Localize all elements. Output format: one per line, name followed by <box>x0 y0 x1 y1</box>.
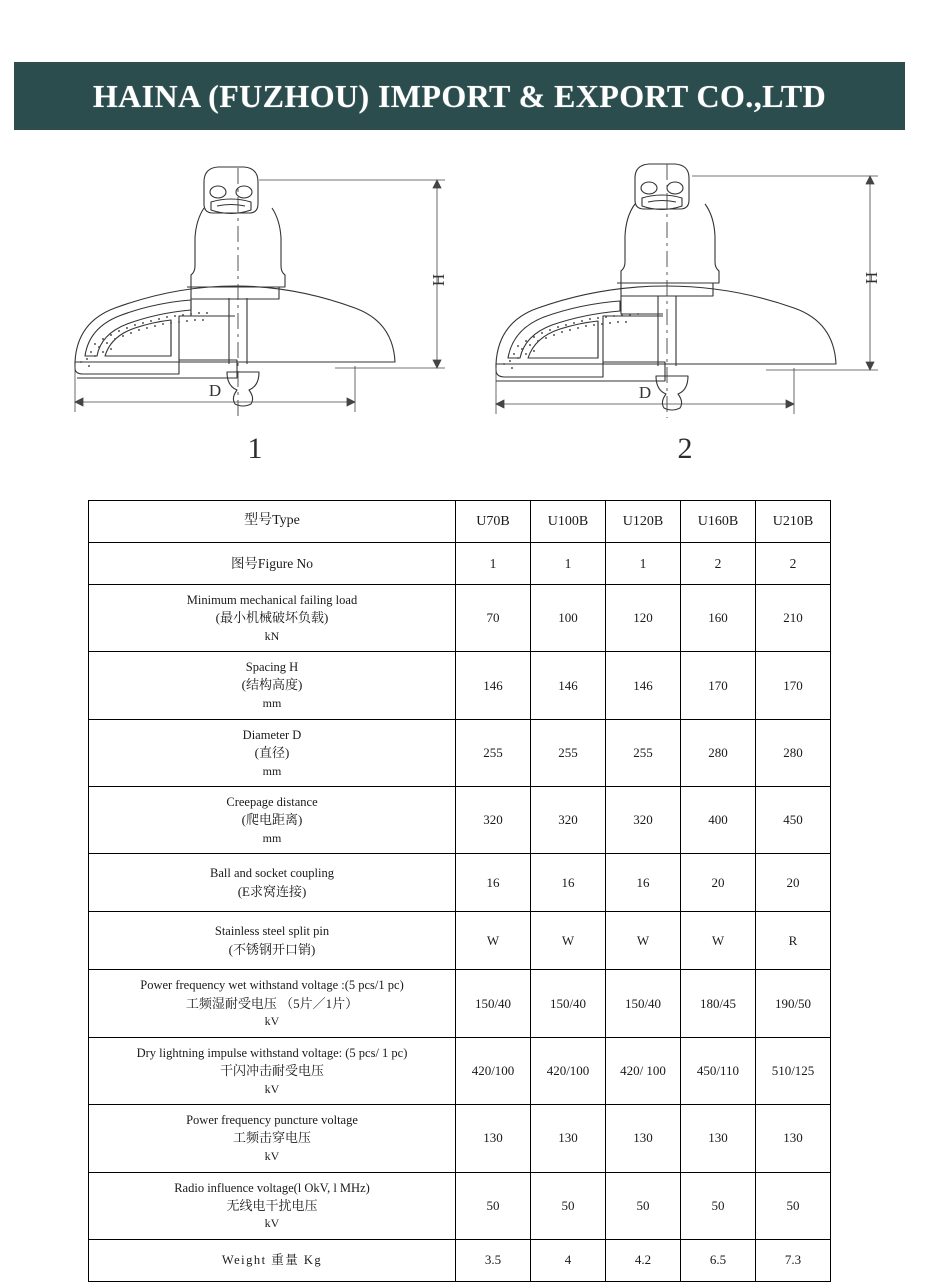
row-label-unit: kV <box>264 1216 280 1231</box>
row-value: 190/50 <box>756 970 831 1037</box>
row-value: 7.3 <box>756 1239 831 1281</box>
row-value: 150/40 <box>531 970 606 1037</box>
row-value: 120 <box>606 585 681 652</box>
row-value: 146 <box>606 652 681 719</box>
table-row-figure-no <box>89 543 831 585</box>
row-label-line: Minimum mechanical failing load <box>186 593 358 607</box>
row-value: 146 <box>456 652 531 719</box>
row-label <box>89 719 456 786</box>
row-value: 50 <box>531 1172 606 1239</box>
row-label <box>89 1172 456 1239</box>
row-value: 3.5 <box>456 1239 531 1281</box>
row-value: 20 <box>756 854 831 912</box>
row-value: 50 <box>456 1172 531 1239</box>
row-value: 255 <box>606 719 681 786</box>
figure-1-texture <box>80 312 208 367</box>
row-value: 420/100 <box>531 1037 606 1104</box>
row-label <box>89 787 456 854</box>
row-label-line: (E求窝连接) <box>237 883 307 899</box>
table-row-stainless-steel-split-pin <box>89 912 831 970</box>
row-label <box>89 912 456 970</box>
row-label-unit: mm <box>262 831 282 846</box>
row-value: 320 <box>456 787 531 854</box>
table-row-min-mechanical-failing-load <box>89 585 831 652</box>
specification-table <box>88 500 831 1282</box>
row-label <box>89 652 456 719</box>
row-label-line: Diameter D <box>242 727 302 742</box>
row-label-line: 无线电干扰电压 <box>226 1197 318 1213</box>
row-value: R <box>756 912 831 970</box>
figure-2 <box>470 140 900 490</box>
row-value: 16 <box>531 854 606 912</box>
header-col-2: U120B <box>606 501 681 543</box>
row-label-line: (直径) <box>254 744 290 760</box>
row-value: 50 <box>756 1172 831 1239</box>
table-row-diameter-d <box>89 719 831 786</box>
table-row-radio-influence-voltage <box>89 1172 831 1239</box>
row-value: 1 <box>606 543 681 585</box>
row-value: 1 <box>456 543 531 585</box>
row-value: 50 <box>681 1172 756 1239</box>
figure-2-h-label: H <box>862 271 881 285</box>
row-label-unit: mm <box>262 763 282 778</box>
row-value: 130 <box>606 1105 681 1172</box>
row-value: 16 <box>456 854 531 912</box>
figure-1-caption: 1 <box>247 432 263 465</box>
table-row-creepage-distance <box>89 787 831 854</box>
row-value: 450/110 <box>681 1037 756 1104</box>
table-row-power-frequency-puncture-voltage <box>89 1105 831 1172</box>
row-value: 130 <box>681 1105 756 1172</box>
header-col-0: U70B <box>456 501 531 543</box>
figure-1-drawing <box>45 140 465 440</box>
row-label-line: 工频击穿电压 <box>232 1130 311 1146</box>
row-label-line: Dry lightning impulse withstand voltage: (5 pcs/ 1 pc) <box>136 1045 408 1060</box>
table-row-weight <box>89 1239 831 1281</box>
row-label-line: Creepage distance <box>226 795 318 810</box>
figure-1-h-label: H <box>429 273 448 287</box>
row-value: 280 <box>681 719 756 786</box>
row-value: 50 <box>606 1172 681 1239</box>
row-label <box>89 543 456 585</box>
row-label-line: 工频湿耐受电压 （5片／1片） <box>185 995 359 1011</box>
row-label-unit: mm <box>262 696 282 711</box>
row-label-unit: kN <box>264 628 280 643</box>
row-value: 100 <box>531 585 606 652</box>
row-label-line: Ball and socket coupling <box>210 866 334 881</box>
row-label-line: (不锈钢开口销) <box>228 941 316 957</box>
row-label <box>89 970 456 1037</box>
row-label-line: Power frequency puncture voltage <box>186 1113 358 1128</box>
row-value: 146 <box>531 652 606 719</box>
row-value: 255 <box>531 719 606 786</box>
row-value: W <box>681 912 756 970</box>
row-label-line: 干闪冲击耐受电压 <box>219 1062 324 1078</box>
row-label-line: Radio influence voltage(l OkV, l MHz) <box>174 1180 370 1195</box>
figure-1 <box>45 140 465 490</box>
row-value: 255 <box>456 719 531 786</box>
row-label-line: 图号Figure No <box>230 555 314 571</box>
figure-1-dimension-h <box>259 180 445 368</box>
row-label-line: Power frequency wet withstand voltage :(5 pcs/1 pc) <box>140 978 404 993</box>
header-label-type: 型号Type <box>89 501 456 543</box>
row-value: 160 <box>681 585 756 652</box>
figure-2-drawing <box>470 140 900 440</box>
row-label <box>89 1105 456 1172</box>
row-value: 320 <box>606 787 681 854</box>
figure-2-caption: 2 <box>677 432 693 465</box>
row-value: 4.2 <box>606 1239 681 1281</box>
row-value: 2 <box>756 543 831 585</box>
figure-2-dimension-h <box>692 176 878 370</box>
row-value: 420/ 100 <box>606 1037 681 1104</box>
company-header-banner <box>14 62 905 130</box>
row-value: W <box>531 912 606 970</box>
row-value: 510/125 <box>756 1037 831 1104</box>
header-col-1: U100B <box>531 501 606 543</box>
row-label-line: Stainless steel split pin <box>214 924 330 939</box>
row-value: 1 <box>531 543 606 585</box>
row-value: 450 <box>756 787 831 854</box>
row-value: 70 <box>456 585 531 652</box>
row-value: 4 <box>531 1239 606 1281</box>
header-col-4: U210B <box>756 501 831 543</box>
row-label-line: Spacing H <box>245 660 299 675</box>
row-value: 2 <box>681 543 756 585</box>
row-value: W <box>456 912 531 970</box>
row-value: 400 <box>681 787 756 854</box>
row-label-line: (爬电距离) <box>241 812 303 828</box>
row-value: 130 <box>756 1105 831 1172</box>
table-row-dry-lightning-impulse-withstand-voltage <box>89 1037 831 1104</box>
row-label <box>89 854 456 912</box>
row-label-unit: kV <box>264 1149 280 1164</box>
row-value: 20 <box>681 854 756 912</box>
row-value: 150/40 <box>456 970 531 1037</box>
row-label-line: (结构高度) <box>241 677 303 693</box>
row-label <box>89 585 456 652</box>
row-value: 150/40 <box>606 970 681 1037</box>
figure-2-d-label: D <box>638 383 652 402</box>
row-value: 130 <box>456 1105 531 1172</box>
figure-2-texture <box>503 313 639 369</box>
row-label-unit: kV <box>264 1014 280 1029</box>
row-label <box>89 1239 456 1281</box>
row-label-line: (最小机械破坏负载) <box>215 610 329 626</box>
company-name-title: HAINA (FUZHOU) IMPORT & EXPORT CO.,LTD <box>92 77 827 114</box>
header-col-3: U160B <box>681 501 756 543</box>
row-label-unit: kV <box>264 1081 280 1096</box>
row-value: 130 <box>531 1105 606 1172</box>
row-value: 170 <box>756 652 831 719</box>
table-row-power-frequency-wet-withstand-voltage <box>89 970 831 1037</box>
row-value: W <box>606 912 681 970</box>
table-row-spacing-h <box>89 652 831 719</box>
row-value: 170 <box>681 652 756 719</box>
row-value: 420/100 <box>456 1037 531 1104</box>
row-value: 280 <box>756 719 831 786</box>
figure-1-d-label: D <box>208 381 222 400</box>
row-label-line: Weight 重量 Kg <box>221 1253 323 1268</box>
technical-drawings-area <box>0 140 926 490</box>
row-value: 320 <box>531 787 606 854</box>
table-header-row <box>89 501 831 543</box>
row-value: 6.5 <box>681 1239 756 1281</box>
row-label <box>89 1037 456 1104</box>
row-value: 16 <box>606 854 681 912</box>
specification-table-body <box>89 501 831 1282</box>
table-row-ball-and-socket-coupling <box>89 854 831 912</box>
row-value: 180/45 <box>681 970 756 1037</box>
row-value: 210 <box>756 585 831 652</box>
